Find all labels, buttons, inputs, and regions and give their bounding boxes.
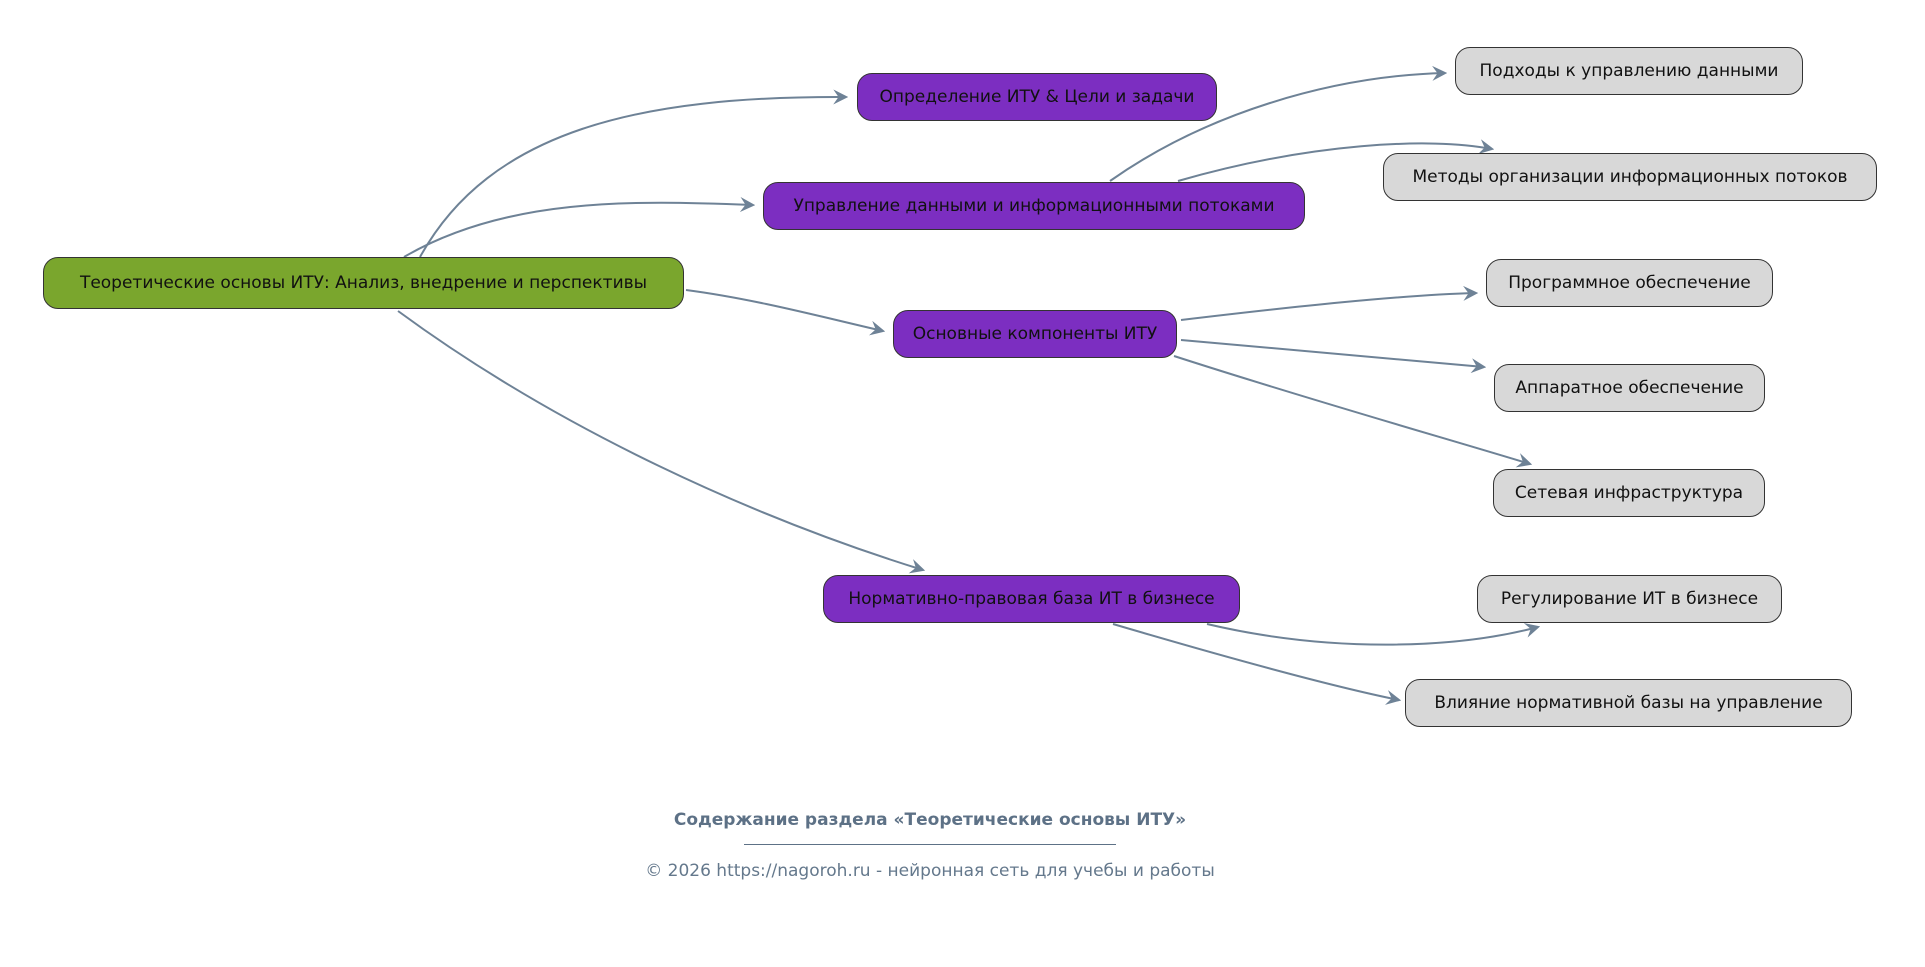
footer-title: Содержание раздела «Теоретические основы ИТУ» (673, 810, 1187, 830)
edge-branch4-to-leaf6 (1207, 624, 1538, 645)
edge-branch3-to-leaf3 (1181, 293, 1476, 320)
root-node: Теоретические основы ИТУ: Анализ, внедрение и перспективы (43, 257, 684, 309)
edge-branch4-to-leaf7 (1113, 624, 1399, 700)
leaf-node-it-regulation: Регулирование ИТ в бизнесе (1477, 575, 1782, 623)
branch-node-legal-framework: Нормативно-правовая база ИТ в бизнесе (823, 575, 1240, 623)
branch-node-definition-goals: Определение ИТУ & Цели и задачи (857, 73, 1217, 121)
leaf-node-network-infrastructure: Сетевая инфраструктура (1493, 469, 1765, 517)
leaf-node-infoflow-methods: Методы организации информационных потоков (1383, 153, 1877, 201)
footer (330, 810, 1530, 881)
leaf-node-data-approaches: Подходы к управлению данными (1455, 47, 1803, 95)
edge-root-to-branch1 (420, 97, 846, 257)
leaf-node-software: Программное обеспечение (1486, 259, 1773, 307)
leaf-node-legal-impact: Влияние нормативной базы на управление (1405, 679, 1852, 727)
footer-separator (744, 844, 1116, 845)
edge-branch3-to-leaf4 (1181, 340, 1484, 367)
edge-branch3-to-leaf5 (1174, 356, 1530, 464)
footer-copyright: © 2026 https://nagoroh.ru - нейронная сеть для учебы и работы (645, 861, 1215, 881)
leaf-node-hardware: Аппаратное обеспечение (1494, 364, 1765, 412)
edge-root-to-branch2 (404, 203, 753, 257)
edge-root-to-branch4 (398, 311, 923, 570)
branch-node-data-management: Управление данными и информационными потоками (763, 182, 1305, 230)
edge-root-to-branch3 (686, 290, 883, 331)
branch-node-main-components: Основные компоненты ИТУ (893, 310, 1177, 358)
